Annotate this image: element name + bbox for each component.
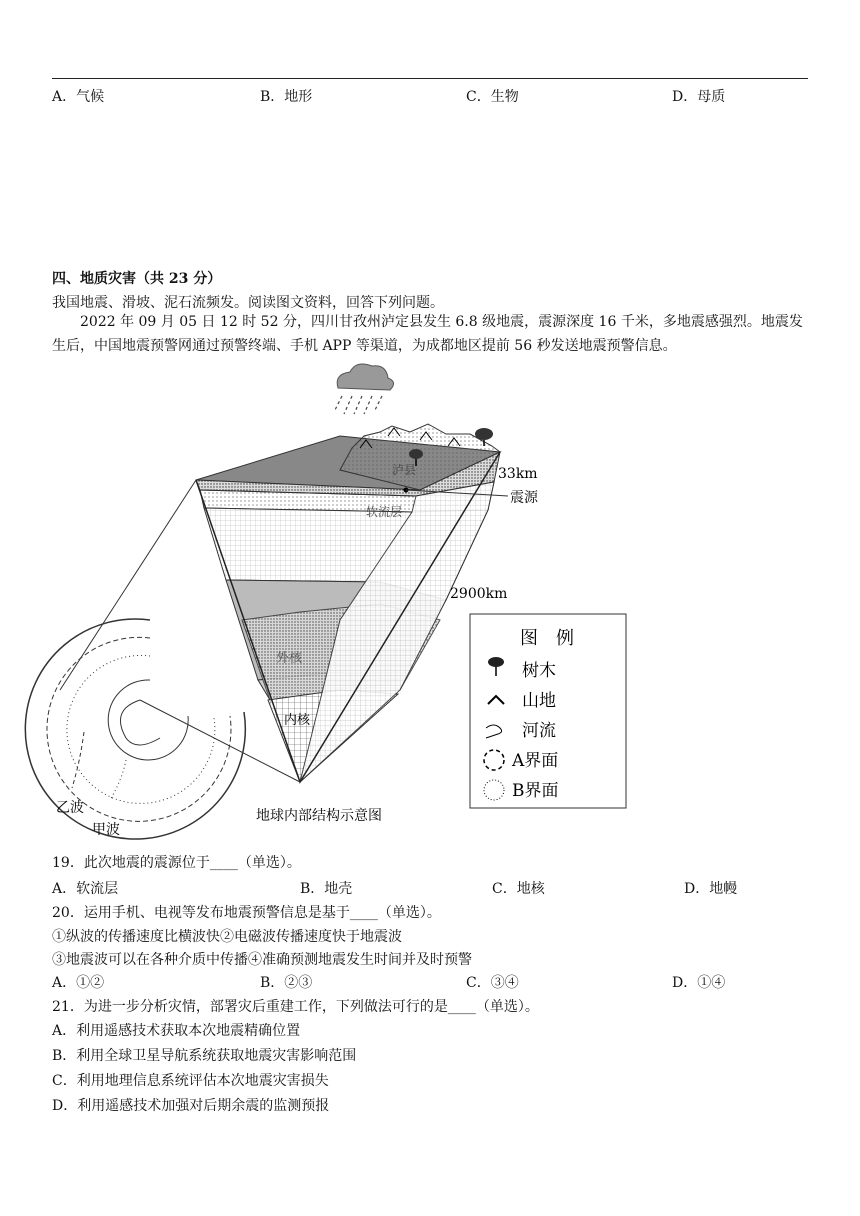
q21-option-a[interactable]: A．利用遥感技术获取本次地震精确位置	[52, 1023, 301, 1039]
q20-option-a[interactable]: A．①②	[52, 975, 105, 991]
legend-label-mountain: 山地	[522, 691, 556, 711]
q19-option-c[interactable]: C．地核	[492, 881, 545, 897]
figure-caption: 地球内部结构示意图	[256, 808, 382, 824]
q21-option-c[interactable]: C．利用地理信息系统评估本次地震灾害损失	[52, 1073, 329, 1089]
legend-label-a: A界面	[512, 751, 559, 771]
q20-statements-2: ③地震波可以在各种介质中传播④准确预测地震发生时间并及时预警	[52, 952, 472, 968]
q20-option-c[interactable]: C．③④	[466, 975, 519, 991]
q19-option-b[interactable]: B．地壳	[300, 881, 353, 897]
legend-label-b: B界面	[512, 781, 559, 801]
label-focus: 震源	[510, 490, 538, 506]
label-outer-core: 外核	[276, 651, 303, 666]
label-asthenosphere: 软流层	[366, 505, 403, 519]
section-intro: 我国地震、滑坡、泥石流频发。阅读图文资料，回答下列问题。	[52, 295, 444, 311]
legend-title: 图 例	[520, 628, 574, 649]
legend-label-river: 河流	[522, 721, 556, 741]
rain-cloud-icon	[334, 364, 394, 414]
earth-structure-figure	[0, 360, 860, 850]
label-luding: 泸县	[392, 463, 417, 477]
prev-option-b[interactable]: B．地形	[260, 89, 313, 105]
q19-option-a[interactable]: A．软流层	[52, 881, 119, 897]
q21-option-d[interactable]: D．利用遥感技术加强对后期余震的监测预报	[52, 1098, 330, 1114]
label-2900km: 2900km	[450, 586, 508, 602]
legend	[470, 614, 626, 808]
section-title: 四、地质灾害（共 23 分）	[52, 271, 222, 287]
label-wave-b: 乙波	[56, 800, 84, 816]
q19-option-d[interactable]: D．地幔	[684, 881, 738, 897]
top-divider	[52, 78, 808, 79]
prev-option-d[interactable]: D．母质	[672, 89, 726, 105]
label-33km: 33km	[498, 466, 538, 482]
q20-stem: 20．运用手机、电视等发布地震预警信息是基于____（单选）。	[52, 905, 441, 921]
q20-option-d[interactable]: D．①④	[672, 975, 726, 991]
label-wave-a: 甲波	[92, 822, 120, 838]
q21-stem: 21．为进一步分析灾情，部署灾后重建工作，下列做法可行的是____（单选）。	[52, 999, 539, 1015]
label-inner-core: 内核	[284, 713, 311, 728]
section-paragraph: 2022 年 09 月 05 日 12 时 52 分，四川甘孜州泸定县发生 6.8 级地震，震源深度 16 千米，多地震感强烈。地震发生后，中国地震预警网通过预警终端、手机 APP 等渠道，为成都地区提前 56 秒发送地震预警信息。	[52, 314, 803, 354]
q19-stem: 19．此次地震的震源位于____（单选）。	[52, 855, 301, 871]
q20-option-b[interactable]: B．②③	[260, 975, 313, 991]
prev-option-c[interactable]: C．生物	[466, 89, 519, 105]
q20-statements-1: ①纵波的传播速度比横波快②电磁波传播速度快于地震波	[52, 929, 402, 945]
legend-label-tree: 树木	[522, 661, 556, 681]
q21-option-b[interactable]: B．利用全球卫星导航系统获取地震灾害影响范围	[52, 1048, 357, 1064]
prev-option-a[interactable]: A．气候	[52, 89, 105, 105]
